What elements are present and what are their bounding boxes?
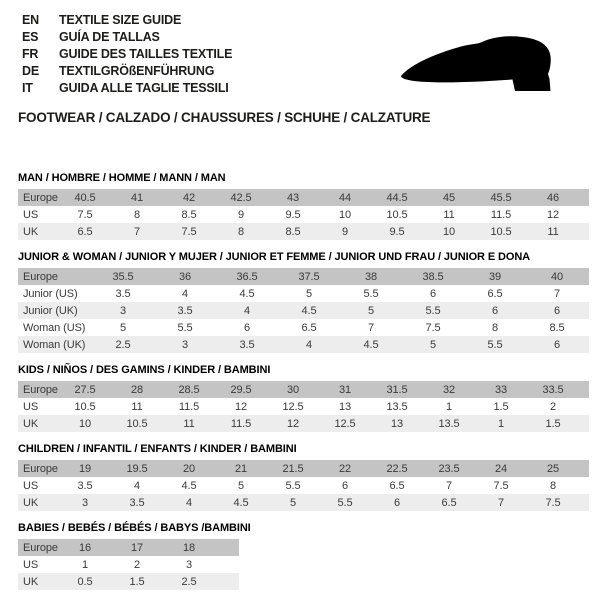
size-value-cell: 38.5 <box>402 268 464 285</box>
size-value-cell: 27.5 <box>59 381 111 398</box>
size-value-cell: 10.5 <box>386 208 408 221</box>
size-value-cell: 5.5 <box>363 287 379 300</box>
size-value-cell: 5.5 <box>464 336 526 353</box>
size-value-cell: 10 <box>59 415 111 432</box>
size-value-cell: 6 <box>341 479 349 492</box>
size-value-cell: 37.5 <box>278 268 340 285</box>
row-label-cell: Europe <box>18 381 59 398</box>
filler-cell <box>215 573 239 590</box>
size-value-cell: 10.5 <box>111 415 163 432</box>
size-value-cell: 38 <box>340 268 402 285</box>
row-label-cell: UK <box>18 494 59 511</box>
size-value-cell: 12 <box>267 415 319 432</box>
size-value-cell: 7.5 <box>425 321 441 334</box>
size-tables-area <box>18 172 590 600</box>
size-value-cell: 3 <box>185 558 193 571</box>
size-value-cell: 8.5 <box>181 208 197 221</box>
size-value-cell: 10 <box>423 223 475 240</box>
language-row-fr <box>22 45 232 62</box>
size-value-cell: 6.5 <box>389 479 405 492</box>
size-value-cell: 11 <box>443 208 455 221</box>
size-value-cell: 36 <box>154 268 216 285</box>
filler-cell <box>588 285 589 302</box>
size-value-cell: 8.5 <box>549 321 565 334</box>
table-row <box>18 573 239 590</box>
filler-cell <box>588 336 589 353</box>
filler-cell <box>579 415 589 432</box>
size-value-cell: 5.5 <box>177 321 193 334</box>
size-value-cell: 6 <box>429 287 437 300</box>
language-code: ES <box>22 29 39 44</box>
shoe-silhouette-path <box>401 36 551 91</box>
size-value-cell: 11.5 <box>215 415 267 432</box>
dress-shoe-icon <box>398 34 570 94</box>
size-value-cell: 12 <box>546 208 560 221</box>
size-value-cell: 4 <box>216 302 278 319</box>
size-value-cell: 5.5 <box>285 479 301 492</box>
size-value-cell: 10.5 <box>74 400 96 413</box>
size-value-cell: 7.5 <box>527 494 579 511</box>
size-section-man <box>18 172 590 240</box>
size-value-cell: 13.5 <box>386 400 408 413</box>
filler-cell <box>579 381 589 398</box>
row-label-cell: Europe <box>18 189 59 206</box>
size-table-babies <box>18 539 239 590</box>
table-row <box>18 336 589 353</box>
size-value-cell: 32 <box>423 381 475 398</box>
size-value-cell: 3 <box>154 336 216 353</box>
row-label-cell: UK <box>18 573 59 590</box>
size-value-cell: 2.5 <box>163 573 215 590</box>
filler-cell <box>579 460 589 477</box>
size-value-cell: 6 <box>371 494 423 511</box>
size-value-cell: 3.5 <box>216 336 278 353</box>
size-value-cell: 11 <box>527 223 579 240</box>
size-value-cell: 11 <box>131 400 143 413</box>
size-value-cell: 46 <box>527 189 579 206</box>
row-label-cell: Europe <box>18 460 59 477</box>
table-row <box>18 539 239 556</box>
size-value-cell: 8 <box>215 223 267 240</box>
language-code: DE <box>22 63 39 78</box>
size-value-cell: 7 <box>111 223 163 240</box>
filler-cell <box>579 398 589 415</box>
size-value-cell: 13 <box>371 415 423 432</box>
filler-cell <box>579 494 589 511</box>
size-value-cell: 42.5 <box>215 189 267 206</box>
size-value-cell: 2 <box>549 400 557 413</box>
size-value-cell: 5.5 <box>402 302 464 319</box>
size-value-cell: 4.5 <box>181 479 197 492</box>
size-value-cell: 8 <box>491 321 499 334</box>
size-value-cell: 6 <box>464 302 526 319</box>
language-code: EN <box>22 12 39 27</box>
size-value-cell: 11.5 <box>490 208 512 221</box>
size-value-cell: 13 <box>338 400 352 413</box>
size-value-cell: 25 <box>527 460 579 477</box>
table-row <box>18 268 589 285</box>
size-section-kids <box>18 364 590 432</box>
row-label-cell: UK <box>18 415 59 432</box>
language-row-es <box>22 28 232 45</box>
size-value-cell: 7.5 <box>77 208 93 221</box>
row-label-cell: US <box>23 208 39 221</box>
filler-cell <box>579 206 589 223</box>
size-section-children <box>18 443 590 511</box>
size-table-man <box>18 189 589 240</box>
language-code: IT <box>22 80 33 95</box>
row-label-cell: Junior (UK) <box>18 302 92 319</box>
row-label-cell: US <box>23 479 39 492</box>
size-value-cell: 19 <box>59 460 111 477</box>
size-value-cell: 22.5 <box>371 460 423 477</box>
size-value-cell: 4 <box>181 287 189 300</box>
size-value-cell: 5 <box>402 336 464 353</box>
size-value-cell: 28.5 <box>163 381 215 398</box>
size-value-cell: 42 <box>163 189 215 206</box>
size-value-cell: 7 <box>445 479 453 492</box>
size-value-cell: 4 <box>133 479 141 492</box>
size-value-cell: 7 <box>367 321 375 334</box>
size-value-cell: 6 <box>243 321 251 334</box>
size-section-title: BABIES / BEBÉS / BÉBÉS / BABYS /BAMBINI <box>18 522 251 534</box>
language-guide-title: GUÍA DE TALLAS <box>59 29 160 44</box>
size-value-cell: 19.5 <box>111 460 163 477</box>
size-value-cell: 1.5 <box>111 573 163 590</box>
size-section-title: CHILDREN / INFANTIL / ENFANTS / KINDER / BAMBINI <box>18 443 297 455</box>
row-label-cell: Europe <box>18 268 92 285</box>
size-value-cell: 3.5 <box>115 287 131 300</box>
size-value-cell: 9.5 <box>371 223 423 240</box>
size-value-cell: 10 <box>338 208 352 221</box>
language-guide-title: GUIDE DES TAILLES TEXTILE <box>59 46 233 61</box>
size-value-cell: 40.5 <box>59 189 111 206</box>
size-value-cell: 4.5 <box>278 302 340 319</box>
size-value-cell: 6.5 <box>487 287 503 300</box>
size-value-cell: 31 <box>319 381 371 398</box>
table-row <box>18 556 239 573</box>
row-label-cell: US <box>23 400 39 413</box>
size-value-cell: 44 <box>319 189 371 206</box>
size-value-cell: 31.5 <box>371 381 423 398</box>
size-value-cell: 10.5 <box>475 223 527 240</box>
size-value-cell: 41 <box>111 189 163 206</box>
size-value-cell: 3.5 <box>154 302 216 319</box>
size-value-cell: 6.5 <box>59 223 111 240</box>
size-value-cell: 6 <box>526 336 588 353</box>
filler-cell <box>588 302 589 319</box>
size-value-cell: 5 <box>340 302 402 319</box>
size-value-cell: 6 <box>526 302 588 319</box>
size-value-cell: 5 <box>305 287 313 300</box>
size-value-cell: 0.5 <box>59 573 111 590</box>
table-row <box>18 477 589 494</box>
size-value-cell: 45 <box>423 189 475 206</box>
size-value-cell: 3 <box>92 302 154 319</box>
language-row-de <box>22 62 232 79</box>
size-value-cell: 4.5 <box>215 494 267 511</box>
size-value-cell: 4.5 <box>340 336 402 353</box>
size-value-cell: 4 <box>163 494 215 511</box>
table-row <box>18 206 589 223</box>
size-value-cell: 16 <box>59 539 111 556</box>
size-value-cell: 21.5 <box>267 460 319 477</box>
size-value-cell: 40 <box>526 268 588 285</box>
size-value-cell: 22 <box>319 460 371 477</box>
size-value-cell: 30 <box>267 381 319 398</box>
table-row <box>18 285 589 302</box>
filler-cell <box>215 556 239 573</box>
size-value-cell: 20 <box>163 460 215 477</box>
size-value-cell: 28 <box>111 381 163 398</box>
size-value-cell: 12 <box>234 400 248 413</box>
table-row <box>18 319 589 336</box>
table-row <box>18 494 589 511</box>
size-value-cell: 3 <box>59 494 111 511</box>
size-value-cell: 7.5 <box>163 223 215 240</box>
size-value-cell: 6.5 <box>423 494 475 511</box>
size-value-cell: 7 <box>553 287 561 300</box>
row-label-cell: Woman (US) <box>23 321 86 334</box>
size-value-cell: 35.5 <box>92 268 154 285</box>
size-value-cell: 24 <box>475 460 527 477</box>
language-guide-title: GUIDA ALLE TAGLIE TESSILI <box>59 80 229 95</box>
row-label-cell: Junior (US) <box>23 287 78 300</box>
size-value-cell: 12.5 <box>319 415 371 432</box>
size-value-cell: 39 <box>464 268 526 285</box>
language-code: FR <box>22 46 39 61</box>
size-value-cell: 6.5 <box>301 321 317 334</box>
size-value-cell: 1 <box>445 400 453 413</box>
size-value-cell: 5 <box>267 494 319 511</box>
size-value-cell: 3.5 <box>111 494 163 511</box>
size-section-title: MAN / HOMBRE / HOMME / MANN / MAN <box>18 172 226 184</box>
size-value-cell: 7.5 <box>493 479 509 492</box>
row-label-cell: US <box>23 558 39 571</box>
table-row <box>18 398 589 415</box>
size-value-cell: 3.5 <box>77 479 93 492</box>
row-label-cell: Woman (UK) <box>18 336 92 353</box>
row-label-cell: UK <box>18 223 59 240</box>
size-value-cell: 18 <box>163 539 215 556</box>
size-table-children <box>18 460 589 511</box>
filler-cell <box>588 319 589 336</box>
table-row <box>18 460 589 477</box>
size-section-title: JUNIOR & WOMAN / JUNIOR Y MUJER / JUNIOR ET FEMME / JUNIOR UND FRAU / JUNIOR E DONA <box>18 251 531 263</box>
language-guide-title: TEXTILGRÖßENFÜHRUNG <box>59 63 215 78</box>
table-row <box>18 223 589 240</box>
size-value-cell: 8.5 <box>267 223 319 240</box>
size-section-babies <box>18 522 590 590</box>
filler-cell <box>588 268 589 285</box>
size-value-cell: 5 <box>119 321 127 334</box>
size-value-cell: 7 <box>475 494 527 511</box>
table-row <box>18 302 589 319</box>
size-value-cell: 5 <box>237 479 245 492</box>
size-value-cell: 11 <box>163 415 215 432</box>
size-value-cell: 43 <box>267 189 319 206</box>
size-section-title: KIDS / NIÑOS / DES GAMINS / KINDER / BAMBINI <box>18 364 271 376</box>
size-value-cell: 9 <box>319 223 371 240</box>
size-table-kids <box>18 381 589 432</box>
language-row-it <box>22 79 232 96</box>
size-value-cell: 13.5 <box>423 415 475 432</box>
category-title: FOOTWEAR / CALZADO / CHAUSSURES / SCHUHE / CALZATURE <box>18 110 431 125</box>
filler-cell <box>215 539 239 556</box>
table-row <box>18 381 589 398</box>
size-value-cell: 44.5 <box>371 189 423 206</box>
filler-cell <box>579 223 589 240</box>
language-title-list <box>22 11 232 96</box>
size-value-cell: 2 <box>133 558 141 571</box>
size-value-cell: 1.5 <box>493 400 509 413</box>
size-value-cell: 9.5 <box>285 208 301 221</box>
size-value-cell: 12.5 <box>282 400 304 413</box>
size-value-cell: 1.5 <box>527 415 579 432</box>
table-row <box>18 189 589 206</box>
size-value-cell: 36.5 <box>216 268 278 285</box>
filler-cell <box>579 189 589 206</box>
size-value-cell: 4.5 <box>239 287 255 300</box>
size-value-cell: 11.5 <box>178 400 200 413</box>
size-value-cell: 1 <box>475 415 527 432</box>
size-value-cell: 29.5 <box>215 381 267 398</box>
size-value-cell: 5.5 <box>319 494 371 511</box>
size-value-cell: 1 <box>81 558 89 571</box>
size-value-cell: 33 <box>475 381 527 398</box>
size-section-junior-woman <box>18 251 590 353</box>
row-label-cell: Europe <box>18 539 59 556</box>
size-value-cell: 8 <box>133 208 141 221</box>
size-value-cell: 45.5 <box>475 189 527 206</box>
size-value-cell: 33.5 <box>527 381 579 398</box>
language-row-en <box>22 11 232 28</box>
size-table-junior-woman <box>18 268 589 353</box>
size-value-cell: 23.5 <box>423 460 475 477</box>
size-value-cell: 17 <box>111 539 163 556</box>
table-row <box>18 415 589 432</box>
size-value-cell: 21 <box>215 460 267 477</box>
size-value-cell: 4 <box>278 336 340 353</box>
size-value-cell: 2.5 <box>92 336 154 353</box>
size-value-cell: 8 <box>549 479 557 492</box>
language-guide-title: TEXTILE SIZE GUIDE <box>59 12 182 27</box>
size-value-cell: 9 <box>237 208 245 221</box>
filler-cell <box>579 477 589 494</box>
